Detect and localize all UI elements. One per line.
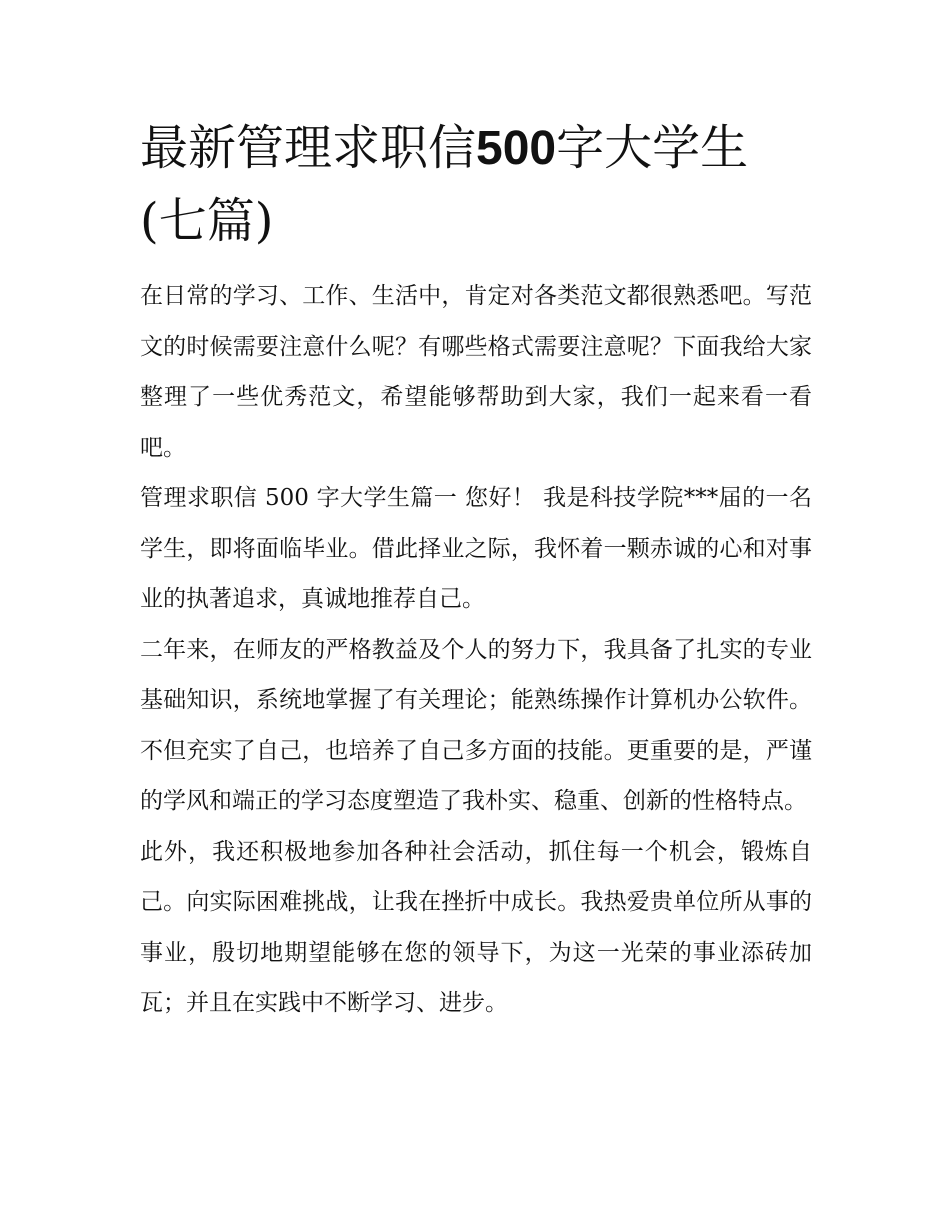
letter-opening-paragraph: 管理求职信 500 字大学生篇一 您好！ 我是科技学院***届的一名学生，即将面临毕业。借此择业之际，我怀着一颗赤诚的心和对事业的执著追求，真诚地推荐自己。 <box>140 485 812 612</box>
title-text-part2: 字大学生(七篇) <box>140 120 749 249</box>
document-body <box>140 112 812 1029</box>
skills-paragraph: 二年来，在师友的严格教益及个人的努力下，我具备了扎实的专业基础知识，系统地掌握了有关理论；能熟练操作计算机办公软件。不但充实了自己，也培养了自己多方面的技能。更重要的是，严谨的学风和端正的学习态度塑造了我朴实、稳重、创新的性格特点。 <box>140 636 812 814</box>
document-title <box>140 112 812 257</box>
activities-paragraph: 此外，我还积极地参加各种社会活动，抓住每一个机会，锻炼自己。向实际困难挑战，让我在挫折中成长。我热爱贵单位所从事的事业，殷切地期望能够在您的领导下，为这一光荣的事业添砖加瓦；并且在实践中不断学习、进步。 <box>140 838 812 1016</box>
title-text-part1: 最新管理求职信 <box>140 120 477 176</box>
title-number: 500 <box>476 122 557 175</box>
intro-paragraph: 在日常的学习、工作、生活中，肯定对各类范文都很熟悉吧。写范文的时候需要注意什么呢？有哪些格式需要注意呢？下面我给大家整理了一些优秀范文，希望能够帮助到大家，我们一起来看一看吧。 <box>140 283 812 461</box>
